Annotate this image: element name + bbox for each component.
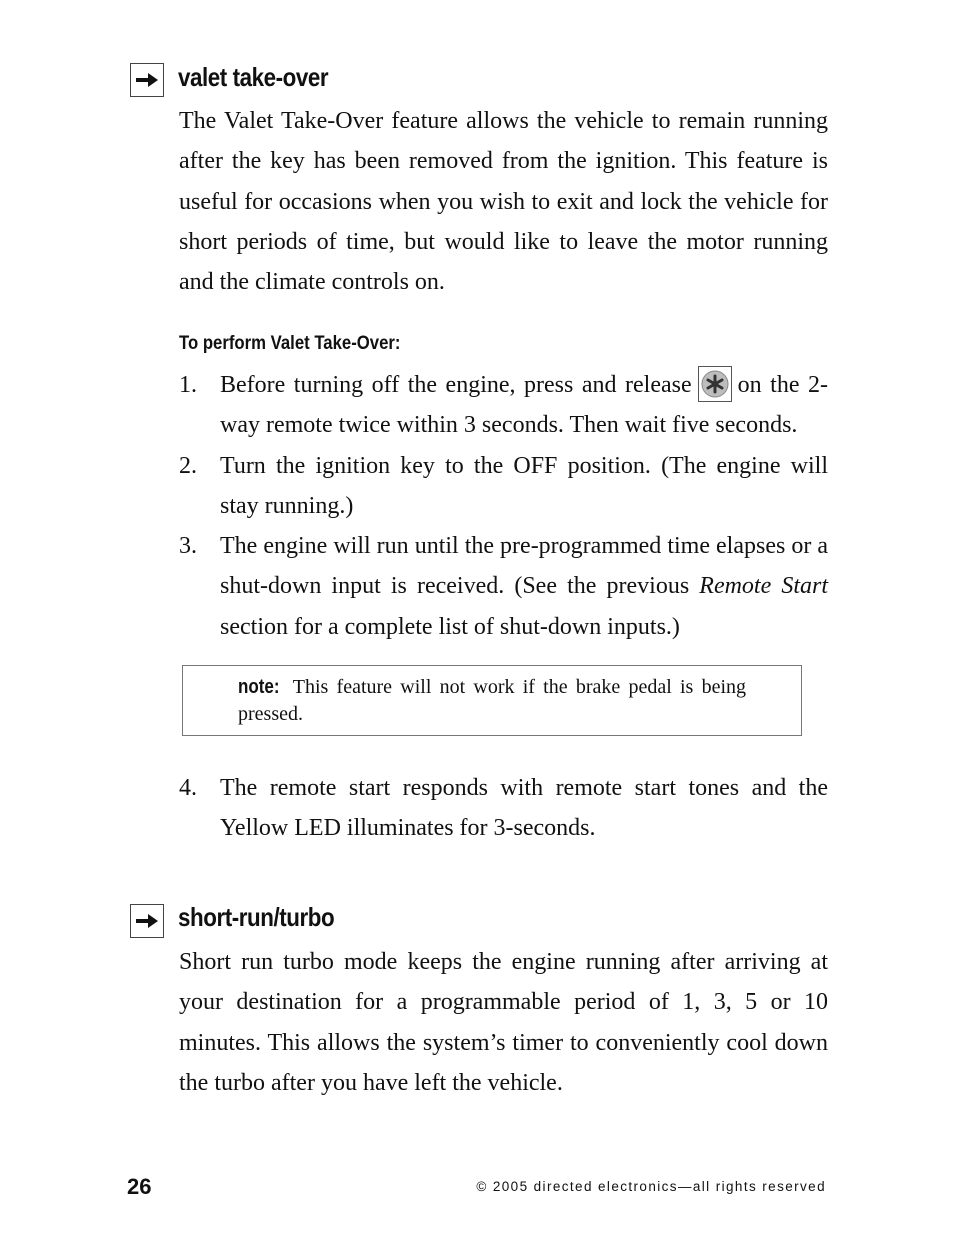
step-number: 3.	[179, 533, 197, 559]
list-item	[179, 768, 828, 849]
step-text: The remote start responds with remote start tones and the Yellow LED illuminates for 3-seconds.	[220, 775, 828, 842]
step-text: section for a complete list of shut-down inputs.)	[220, 613, 680, 640]
list-item	[179, 526, 828, 647]
section-arrow-icon	[130, 904, 164, 938]
step-number: 1.	[179, 372, 197, 398]
page-number: 26	[127, 1174, 152, 1199]
step-number: 2.	[179, 453, 197, 479]
step-number: 4.	[179, 775, 197, 801]
section-heading-short-run-turbo: short-run/turbo	[178, 902, 335, 932]
step-text: The engine will run until the pre-programmed time elapses or a shut-down input is received. (See the previous	[220, 533, 828, 600]
procedure-subheading: To perform Valet Take-Over:	[179, 333, 401, 354]
asterisk-button-icon	[698, 366, 732, 402]
list-item	[179, 365, 828, 446]
note-text: This feature will not work if the brake pedal is being pressed.	[238, 676, 746, 725]
section-arrow-icon	[130, 63, 164, 97]
section-heading-valet-take-over: valet take-over	[178, 62, 329, 92]
step-text-italic: Remote Start	[699, 573, 829, 600]
list-item	[179, 446, 828, 527]
note-box	[182, 665, 802, 736]
short-run-paragraph: Short run turbo mode keeps the engine running after arriving at your destination for a programmable period of 1, 3, 5 or 10 minutes. This allows the system’s timer to conveniently cool down the turbo after you have left the vehicle.	[179, 949, 828, 1096]
copyright-notice: © 2005 directed electronics—all rights reserved	[476, 1179, 826, 1194]
step-text: on the 2-way remote twice within 3 seconds. Then wait five seconds.	[220, 372, 828, 439]
step-text: Turn the ignition key to the OFF position. (The engine will stay running.)	[220, 453, 828, 520]
step-text: Before turning off the engine, press and release	[220, 372, 692, 398]
valet-intro-paragraph: The Valet Take-Over feature allows the vehicle to remain running after the key has been removed from the ignition. This feature is useful for occasions when you wish to exit and lock the vehicle for short periods of time, but would like to leave the motor running and the climate controls on.	[179, 108, 828, 296]
note-label: note:	[238, 676, 280, 698]
